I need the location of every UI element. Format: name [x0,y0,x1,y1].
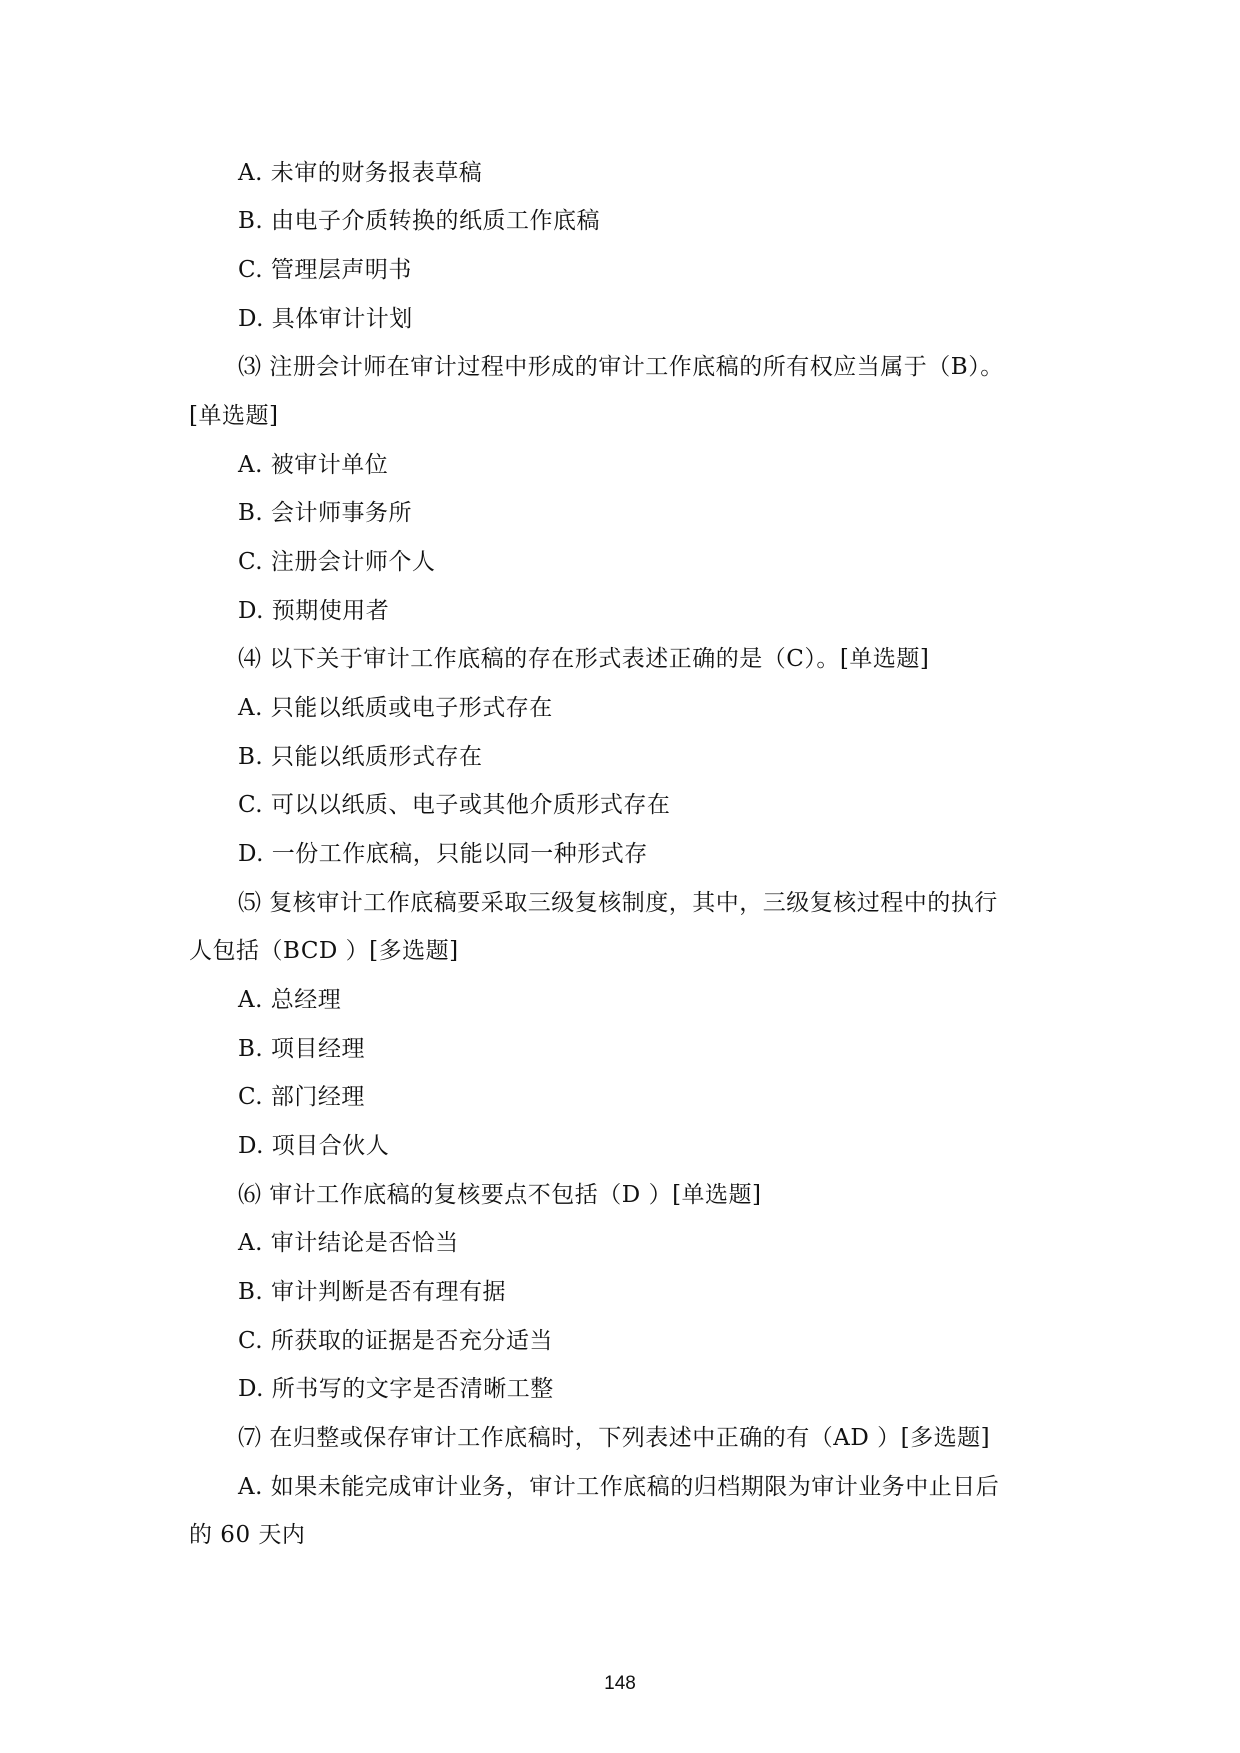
option-d-text: D. 一份工作底稿，只能以同一种形式存 [238,841,648,867]
option-a-text: A. 总经理 [238,987,342,1013]
option-a-text: A. 被审计单位 [238,452,389,478]
option-d-text: D. 具体审计计划 [238,306,413,332]
option-c-text: C. 可以以纸质、电子或其他介质形式存在 [238,792,671,818]
option-c-text: C. 注册会计师个人 [238,549,436,575]
option-a-text: A. 如果未能完成审计业务，审计工作底稿的归档期限为审计业务中止日后 [238,1474,1000,1500]
option-d-text: D. 预期使用者 [238,598,390,624]
question-7-text: ⑺ 在归整或保存审计工作底稿时，下列表述中正确的有（AD ）[多选题] [238,1425,991,1451]
question-4-text: ⑷ 以下关于审计工作底稿的存在形式表述正确的是（C）。[单选题] [238,646,930,672]
page-number: 148 [604,1673,636,1694]
question-6-text: ⑹ 审计工作底稿的复核要点不包括（D ）[单选题] [238,1182,762,1208]
option-a-text: A. 审计结论是否恰当 [238,1230,459,1256]
option-c-text: C. 部门经理 [238,1084,365,1110]
option-c-text: C. 管理层声明书 [238,257,412,283]
option-d-text: D. 项目合伙人 [238,1133,390,1159]
option-a-cont: 的 60 天内 [189,1522,306,1548]
option-b-text: B. 项目经理 [238,1036,366,1062]
option-a-text: A. 只能以纸质或电子形式存在 [238,695,553,721]
option-d-text: D. 所书写的文字是否清晰工整 [238,1376,554,1402]
question-3-text: ⑶ 注册会计师在审计过程中形成的审计工作底稿的所有权应当属于（B）。 [238,354,1004,380]
question-5-text: ⑸ 复核审计工作底稿要采取三级复核制度，其中，三级复核过程中的执行 [238,890,998,916]
option-c-text: C. 所获取的证据是否充分适当 [238,1328,553,1354]
option-b-text: B. 由电子介质转换的纸质工作底稿 [238,208,601,234]
question-3-type: [单选题] [189,403,279,429]
question-5-cont: 人包括（BCD ）[多选题] [189,938,459,964]
option-a-text: A. 未审的财务报表草稿 [238,160,483,186]
option-b-text: B. 只能以纸质形式存在 [238,744,483,770]
option-b-text: B. 会计师事务所 [238,500,413,526]
option-b-text: B. 审计判断是否有理有据 [238,1279,507,1305]
